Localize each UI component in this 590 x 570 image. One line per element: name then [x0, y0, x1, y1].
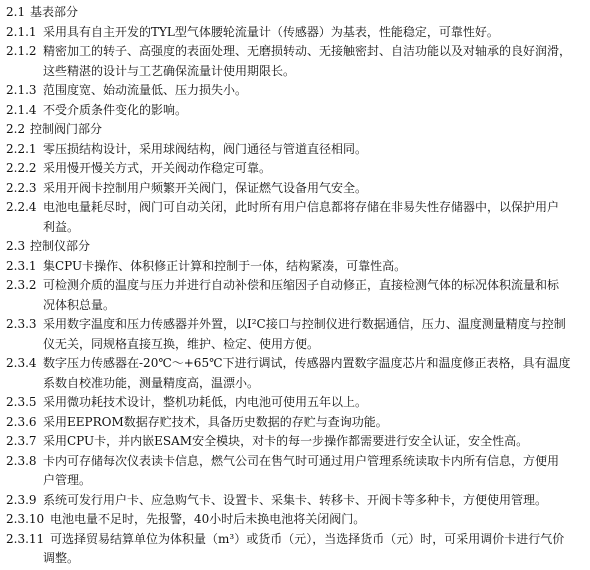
item-text: 采用开阀卡控制用户频繁开关阀门，保证燃气设备用气安全。 — [43, 180, 368, 195]
continuation-line — [0, 335, 590, 354]
item-text: 采用数字温度和压力传感器并外置，以I²C接口与控制仪进行数据通信，压力、温度测量精度与控制 — [43, 317, 566, 331]
line-text: 系数自校准功能，测量精度高，温漂小。 — [43, 375, 260, 390]
item-text: 采用微功耗技术设计，整机功耗低，内电池可使用五年以上。 — [43, 395, 368, 409]
numbered-line — [0, 510, 590, 529]
item-text: 电池电量不足时，先报警，40小时后未换电池将关闭阀门。 — [50, 512, 366, 526]
numbered-line — [0, 530, 590, 549]
item-text: 卡内可存储每次仪表读卡信息，燃气公司在售气时可通过用户管理系统读取卡内所有信息，方便用 — [43, 453, 560, 468]
section-number: 2.3.8 — [6, 453, 37, 468]
item-text: 电池电量耗尽时，阀门可自动关闭，此时所有用户信息都将存储在非易失性存储器中，以保护用户 — [43, 200, 560, 214]
numbered-line — [0, 393, 590, 412]
numbered-line — [0, 140, 590, 159]
item-text: 采用EEPROM数据存贮技术，具备历史数据的存贮与查询功能。 — [43, 414, 388, 429]
item-text: 零压损结构设计，采用球阀结构，阀门通径与管道直径相同。 — [43, 141, 368, 156]
continuation-line — [0, 62, 590, 81]
section-number: 2.1.4 — [6, 102, 37, 117]
line-text: 调整。 — [43, 551, 80, 565]
section-number: 2.2.3 — [6, 180, 37, 195]
item-text: 数字压力传感器在-20℃～+65℃下进行调试，传感器内置数字温度芯片和温度修正表格，具有温度 — [43, 356, 571, 370]
numbered-line — [0, 198, 590, 217]
item-text: 采用CPU卡，并内嵌ESAM安全模块，对卡的每一步操作都需要进行安全认证，安全性高。 — [43, 434, 529, 448]
item-text: 可选择贸易结算单位为体积量（m³）或货币（元），当选择货币（元）时，可采用调价卡进行气价 — [50, 531, 565, 546]
item-text: 集CPU卡操作、体积修正计算和控制于一体，结构紧凑，可靠性高。 — [43, 258, 407, 273]
numbered-line — [0, 491, 590, 510]
item-text: 可检测介质的温度与压力并进行自动补偿和压缩因子自动修正，直接检测气体的标况体积流量和标 — [43, 278, 560, 292]
section-number: 2.3.9 — [6, 492, 37, 507]
section-heading: 控制阀门部分 — [30, 122, 103, 136]
numbered-line — [0, 23, 590, 42]
section-heading: 控制仪部分 — [30, 239, 91, 253]
line-text: 户管理。 — [43, 473, 92, 487]
section-number: 2.3.2 — [6, 278, 37, 292]
item-text: 不受介质条件变化的影响。 — [43, 102, 188, 117]
continuation-line — [0, 471, 590, 490]
section-number: 2.3.1 — [6, 258, 37, 273]
item-text: 采用具有自主开发的TYL型气体腰轮流量计（传感器）为基表，性能稳定，可靠性好。 — [43, 24, 499, 39]
section-number: 2.2.4 — [6, 200, 37, 214]
section-number: 2.3.5 — [6, 395, 37, 409]
continuation-line — [0, 218, 590, 237]
numbered-line — [0, 276, 590, 295]
item-text: 精密加工的转子、高强度的表面处理、无磨损转动、无接触密封、自洁功能以及对轴承的良好润滑， — [43, 44, 572, 58]
line-text: 仪无关，同规格直接互换，维护、检定、使用方便。 — [43, 336, 320, 351]
section-number: 2.1 — [6, 5, 26, 19]
continuation-line — [0, 296, 590, 315]
item-text: 系统可发行用户卡、应急购气卡、设置卡、采集卡、转移卡、开阀卡等多种卡，方便使用管理。 — [43, 492, 548, 507]
numbered-line — [0, 101, 590, 120]
numbered-line — [0, 3, 590, 22]
numbered-line — [0, 179, 590, 198]
numbered-line — [0, 42, 590, 61]
numbered-line — [0, 413, 590, 432]
section-number: 2.3.6 — [6, 414, 37, 429]
section-number: 2.1.2 — [6, 44, 37, 58]
numbered-line — [0, 120, 590, 139]
section-number: 2.3.11 — [6, 531, 45, 546]
continuation-line — [0, 549, 590, 568]
numbered-line — [0, 452, 590, 471]
numbered-line — [0, 257, 590, 276]
line-text: 这些精湛的设计与工艺确保流量计使用期限长。 — [43, 63, 296, 78]
numbered-line — [0, 81, 590, 100]
section-number: 2.1.1 — [6, 24, 37, 39]
numbered-line — [0, 354, 590, 373]
section-number: 2.2.1 — [6, 141, 37, 156]
item-text: 采用慢开慢关方式，开关阀动作稳定可靠。 — [43, 161, 272, 175]
numbered-line — [0, 159, 590, 178]
numbered-line — [0, 237, 590, 256]
section-number: 2.2 — [6, 122, 26, 136]
section-number: 2.3.10 — [6, 512, 45, 526]
section-number: 2.3 — [6, 239, 26, 253]
section-heading: 基表部分 — [30, 5, 79, 19]
section-number: 2.3.3 — [6, 317, 37, 331]
section-number: 2.2.2 — [6, 161, 37, 175]
line-text: 况体积总量。 — [43, 297, 116, 312]
numbered-line — [0, 315, 590, 334]
section-number: 2.1.3 — [6, 83, 37, 97]
section-number: 2.3.4 — [6, 356, 37, 370]
numbered-line — [0, 432, 590, 451]
section-number: 2.3.7 — [6, 434, 37, 448]
line-text: 利益。 — [43, 219, 80, 234]
item-text: 范围度宽、始动流量低、压力损失小。 — [43, 83, 248, 97]
continuation-line — [0, 374, 590, 393]
